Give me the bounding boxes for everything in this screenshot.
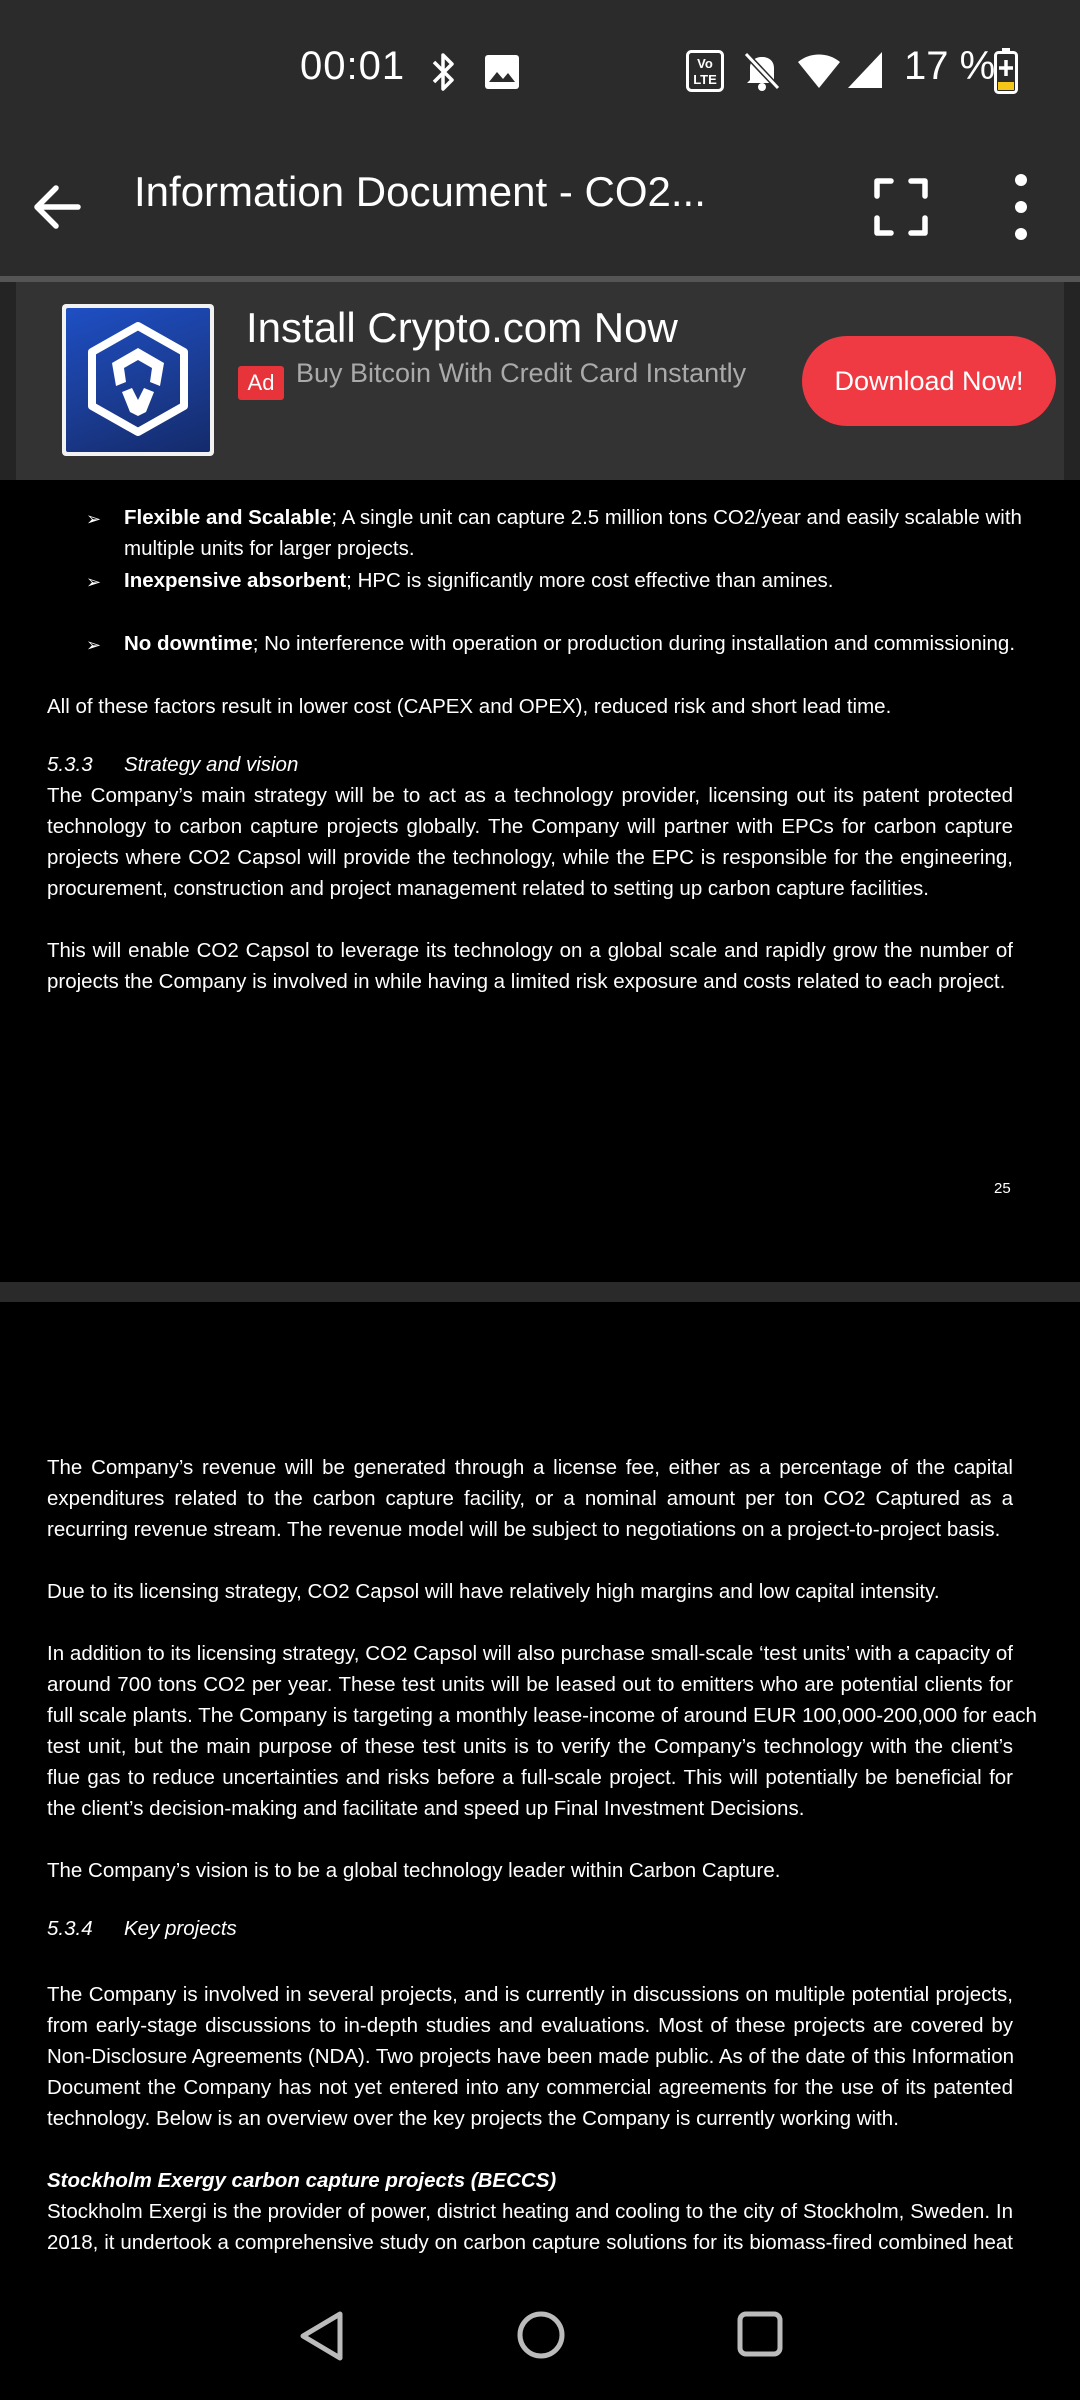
mute-icon	[742, 50, 782, 92]
bullet-flexible-line2: multiple units for larger projects.	[124, 537, 415, 560]
ad-card[interactable]	[16, 282, 1064, 480]
paragraph-projects-line: technology. Below is an overview over the key projects the Company is currently working with.	[47, 2107, 899, 2130]
paragraph-leverage-line: This will enable CO2 Capsol to leverage its technology on a global scale and rapidly grow the number of	[47, 939, 1013, 962]
paragraph-test-units-line: full scale plants. The Company is targeting a monthly lease-income of around EUR 100,000-200,000 for each	[47, 1704, 1037, 1727]
paragraph-strategy-line: procurement, construction and project management related to setting up carbon capture facilities.	[47, 877, 929, 900]
paragraph-revenue-line: recurring revenue stream. The revenue model will be subject to negotiations on a project-to-project basis.	[47, 1518, 1001, 1541]
more-vert-icon[interactable]	[1008, 170, 1034, 244]
paragraph-vision: The Company’s vision is to be a global technology leader within Carbon Capture.	[47, 1859, 781, 1882]
page-number: 25	[994, 1180, 1011, 1197]
crypto-com-logo-icon	[66, 308, 210, 452]
document-title: Information Document - CO2...	[134, 168, 706, 215]
navigation-bar	[0, 2270, 1080, 2400]
paragraph-test-units-line: In addition to its licensing strategy, CO2 Capsol will also purchase small-scale ‘test units’ with a capacity of	[47, 1642, 1013, 1665]
fullscreen-icon[interactable]	[874, 178, 928, 236]
stockholm-heading: Stockholm Exergy carbon capture projects (BECCS)	[47, 2169, 557, 2192]
paragraph-test-units-line: test unit, but the main purpose of these test units is to verify the Company’s technology with the client’s	[47, 1735, 1013, 1758]
paragraph-test-units-line: around 700 tons CO2 per year. These test units will be leased out to emitters who are potential clients for	[47, 1673, 1013, 1696]
bluetooth-icon	[428, 50, 458, 94]
section-title-key-projects: Key projects	[124, 1917, 237, 1940]
paragraph-revenue-line: The Company’s revenue will be generated through a license fee, either as a percentage of the capital	[47, 1456, 1013, 1479]
bullet-inexpensive: Inexpensive absorbent; HPC is significantly more cost effective than amines.	[124, 569, 834, 592]
volte-icon	[686, 50, 724, 92]
svg-text:Vo: Vo	[697, 56, 713, 71]
paragraph-test-units-line: the client’s decision-making and facilitate and speed up Final Investment Decisions.	[47, 1797, 805, 1820]
paragraph-projects-line: Non-Disclosure Agreements (NDA). Two projects have been made public. As of the date of this Information	[47, 2045, 1015, 2068]
paragraph-strategy-line: projects where CO2 Capsol will provide the technology, while the EPC is responsible for the engineering,	[47, 846, 1013, 869]
bullet-no-downtime: No downtime; No interference with operation or production during installation and commissioning.	[124, 632, 1016, 655]
battery-percentage: 17 %	[904, 44, 996, 88]
bullet-arrow-icon: ➢	[86, 509, 102, 529]
ad-headline[interactable]: Install Crypto.com Now	[246, 304, 678, 351]
paragraph-margins: Due to its licensing strategy, CO2 Capsol will have relatively high margins and low capital intensity.	[47, 1580, 940, 1603]
paragraph-strategy-line: The Company’s main strategy will be to act as a technology provider, licensing out its patent protected	[47, 784, 1013, 807]
paragraph-projects-line: Document the Company has not yet entered into any commercial agreements for the use of its patented	[47, 2076, 1013, 2099]
paragraph-revenue-line: expenditures related to the carbon capture facility, or a nominal amount per ton CO2 Captured as a	[47, 1487, 1013, 1510]
paragraph-factors: All of these factors result in lower cost (CAPEX and OPEX), reduced risk and short lead time.	[47, 695, 892, 718]
bullet-arrow-icon: ➢	[86, 572, 102, 592]
nav-recents-icon[interactable]	[736, 2310, 784, 2358]
ad-subtext[interactable]: Buy Bitcoin With Credit Card Instantly	[296, 358, 747, 388]
section-number-534: 5.3.4	[47, 1917, 93, 1940]
back-arrow-icon[interactable]	[30, 180, 84, 234]
status-time: 00:01	[300, 44, 406, 88]
paragraph-test-units-line: flue gas to reduce uncertainties and risks before a full-scale project. This will potentially be beneficial for	[47, 1766, 1013, 1789]
battery-charging-icon	[994, 48, 1018, 94]
ad-app-logo[interactable]	[62, 304, 214, 456]
ad-banner[interactable]	[0, 282, 1080, 480]
bullet-arrow-icon: ➢	[86, 635, 102, 655]
app-bar	[0, 140, 1080, 276]
paragraph-projects-line: The Company is involved in several projects, and is currently in discussions on multiple potential projects,	[47, 1983, 1013, 2006]
paragraph-stockholm-line: Stockholm Exergi is the provider of power, district heating and cooling to the city of Stockholm, Sweden. In	[47, 2200, 1013, 2223]
status-bar	[0, 0, 1080, 140]
paragraph-projects-line: from early-stage discussions to in-depth studies and evaluations. Most of these projects are covered by	[47, 2014, 1013, 2037]
paragraph-leverage-line: projects the Company is involved in while having a limited risk exposure and costs related to each project.	[47, 970, 1006, 993]
wifi-icon	[796, 52, 842, 90]
nav-back-icon[interactable]	[298, 2310, 346, 2362]
paragraph-stockholm-line: 2018, it undertook a comprehensive study on carbon capture solutions for its biomass-fired combined heat	[47, 2231, 1013, 2254]
image-icon	[484, 54, 520, 90]
signal-icon	[846, 50, 884, 90]
svg-text:LTE: LTE	[693, 72, 717, 87]
section-title-strategy: Strategy and vision	[124, 753, 299, 776]
pdf-document-viewer[interactable]	[0, 480, 1080, 2270]
bullet-flexible-line1: Flexible and Scalable; A single unit can capture 2.5 million tons CO2/year and easily scalable with	[124, 506, 1022, 529]
ad-badge: Ad	[238, 366, 284, 400]
page-break	[0, 1282, 1080, 1302]
section-number-533: 5.3.3	[47, 753, 93, 776]
ad-download-button[interactable]: Download Now!	[802, 336, 1056, 426]
nav-home-icon[interactable]	[516, 2310, 566, 2360]
paragraph-strategy-line: technology to carbon capture projects globally. The Company will partner with EPCs for carbon capture	[47, 815, 1013, 838]
